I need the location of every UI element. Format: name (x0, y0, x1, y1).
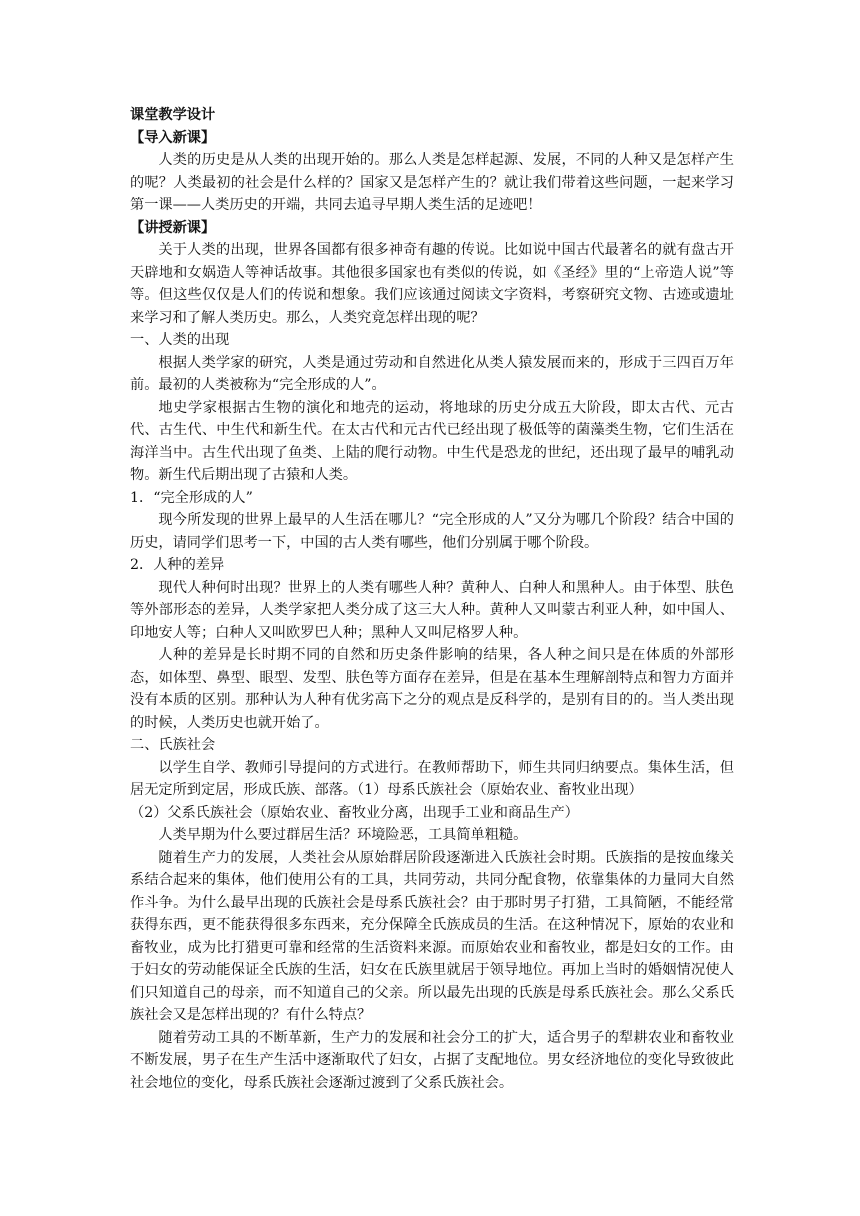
line-patrilineal: （2）父系氏族社会（原始农业、畜牧业分离，出现手工业和商品生产） (130, 804, 579, 821)
section-heading-intro: 【导入新课】 (130, 129, 216, 146)
section-heading-new-lesson: 【讲授新课】 (130, 219, 216, 236)
paragraph-intro: 人类的历史是从人类的出现开始的。那么人类是怎样起源、发展，不同的人种又是怎样产生的呢？人类最初的社会是什么样的？国家又是怎样产生的？就让我们带着这些问题，一起来学习第一课——人类历史的开端，共同去追寻早期人类生活的足迹吧！ (130, 152, 734, 213)
subheading-races: 2．人种的差异 (130, 557, 225, 573)
heading-human-origin: 一、人类的出现 (130, 332, 230, 348)
paragraph-geology: 地史学家根据古生物的演化和地壳的运动，将地球的历史分成五大阶段，即太古代、元古代、古生代、中生代和新生代。在太古代和元古代已经出现了极低等的菌藻类生物，它们生活在海洋当中。古生代出现了鱼类、上陆的爬行动物。中生代是恐龙的世纪，还出现了最早的哺乳动物。新生代后期出现了古猿和人类。 (130, 399, 734, 483)
paragraph-research: 根据人类学家的研究，人类是通过劳动和自然进化从类人猿发展而来的，形成于三四百万年前。最初的人类被称为“完全形成的人”。 (130, 354, 734, 393)
paragraph-method: 以学生自学、教师引导提问的方式进行。在教师帮助下，师生共同归纳要点。集体生活，但居无定所到定居，形成氏族、部落。（1）母系氏族社会（原始农业、畜牧业出现） (130, 759, 734, 798)
document-page (130, 104, 734, 1094)
paragraph-legends: 关于人类的出现，世界各国都有很多神奇有趣的传说。比如说中国古代最著名的就有盘古开天辟地和女娲造人等神话故事。其他很多国家也有类似的传说，如《圣经》里的“上帝造人说”等等。但这些仅仅是人们的传说和想象。我们应该通过阅读文字资料，考察研究文物、古迹或遗址来学习和了解人类历史。那么，人类究竟怎样出现的呢？ (130, 242, 734, 326)
paragraph-complete-human: 现今所发现的世界上最早的人生活在哪儿？“完全形成的人”又分为哪几个阶段？结合中国的历史，请同学们思考一下，中国的古人类有哪些，他们分别属于哪个阶段。 (130, 512, 734, 551)
paragraph-why-group: 人类早期为什么要过群居生活？环境险恶，工具简单粗糙。 (158, 827, 528, 843)
paragraph-races: 现代人种何时出现？世界上的人类有哪些人种？黄种人、白种人和黑种人。由于体型、肤色等外部形态的差异，人类学家把人类分成了这三大人种。黄种人又叫蒙古利亚人种，如中国人、印地安人等；白种人又叫欧罗巴人种；黑种人又叫尼格罗人种。 (130, 579, 734, 641)
document-title: 课堂教学设计 (130, 107, 216, 123)
heading-clan-society: 二、氏族社会 (130, 737, 216, 753)
paragraph-tools: 随着劳动工具的不断革新，生产力的发展和社会分工的扩大，适合男子的犁耕农业和畜牧业不断发展，男子在生产生活中逐渐取代了妇女，占据了支配地位。男女经济地位的变化导致彼此社会地位的变化，母系氏族社会逐渐过渡到了父系氏族社会。 (130, 1029, 734, 1091)
paragraph-clan: 随着生产力的发展，人类社会从原始群居阶段逐渐进入氏族社会时期。氏族指的是按血缘关系结合起来的集体，他们使用公有的工具，共同劳动，共同分配食物，依靠集体的力量同大自然作斗争。为什么最早出现的氏族社会是母系氏族社会？由于那时男子打猎，工具简陋，不能经常获得东西，更不能获得很多东西来，充分保障全氏族成员的生活。在这种情况下，原始的农业和畜牧业，成为比打猎更可靠和经常的生活资料来源。而原始农业和畜牧业，都是妇女的工作。由于妇女的劳动能保证全氏族的生活，妇女在氏族里就居于领导地位。再加上当时的婚姻情况使人们只知道自己的母亲，而不知道自己的父亲。所以最先出现的氏族是母系氏族社会。那么父系氏族社会又是怎样出现的？有什么特点？ (130, 849, 734, 1023)
subheading-complete-human: 1．“完全形成的人” (130, 489, 253, 506)
paragraph-race-differences: 人种的差异是长时期不同的自然和历史条件影响的结果，各人种之间只是在体质的外部形态，如体型、鼻型、眼型、发型、肤色等方面存在差异，但是在基本生理解剖特点和智力方面并没有本质的区别。那种认为人种有优劣高下之分的观点是反科学的，是别有目的的。当人类出现的时候，人类历史也就开始了。 (130, 647, 734, 731)
